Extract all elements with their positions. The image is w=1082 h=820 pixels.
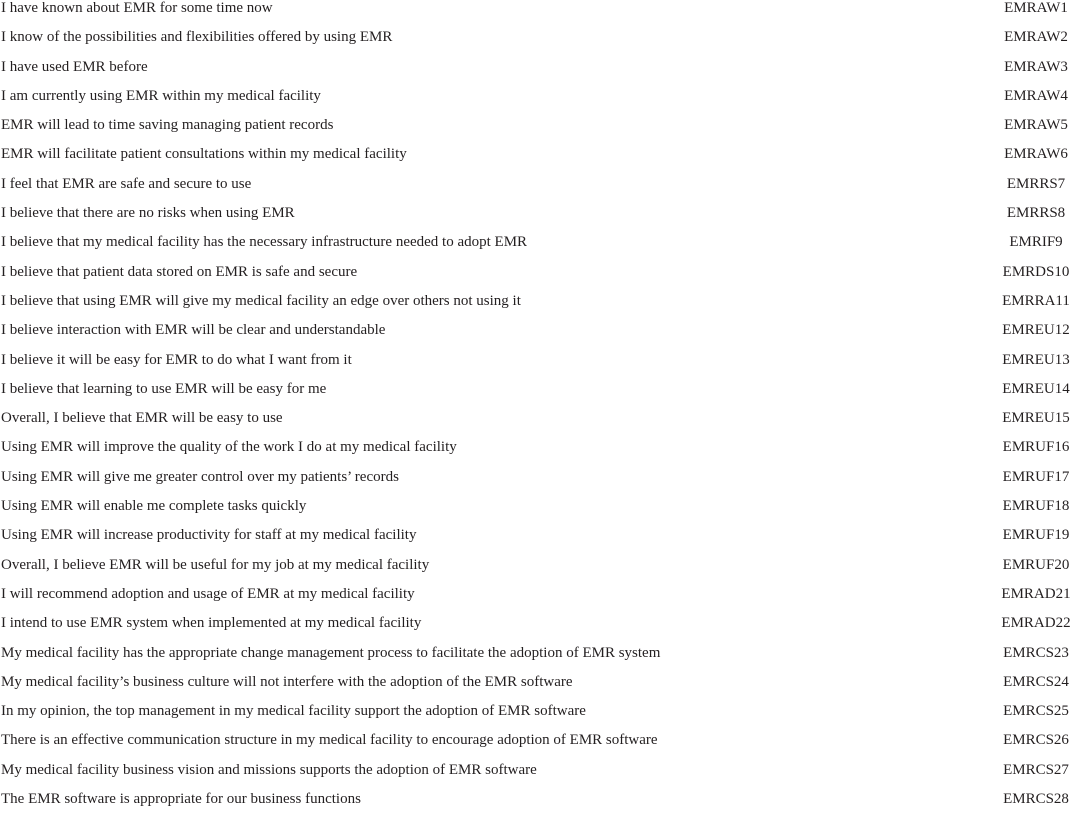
item-statement: There is an effective communication structure in my medical facility to encourage adoption of EMR software — [1, 732, 658, 749]
item-statement: I believe that my medical facility has the necessary infrastructure needed to adopt EMR — [1, 234, 528, 251]
item-code-cell — [971, 293, 1082, 322]
item-code: EMRCS27 — [1003, 761, 1069, 778]
table-row — [0, 645, 1082, 674]
item-code: EMRRA11 — [1002, 292, 1070, 309]
item-statement: Overall, I believe that EMR will be easy to use — [1, 410, 283, 427]
item-statement: The EMR software is appropriate for our business functions — [1, 791, 361, 808]
item-code: EMRAW1 — [1004, 0, 1068, 16]
item-code-cell — [971, 645, 1082, 674]
item-code-cell — [971, 88, 1082, 117]
item-statement: My medical facility has the appropriate change management process to facilitate the adoption of EMR system — [1, 644, 661, 661]
item-statement: I believe that learning to use EMR will be easy for me — [1, 380, 327, 397]
item-statement: Using EMR will improve the quality of the work I do at my medical facility — [1, 439, 457, 456]
table-row — [0, 674, 1082, 703]
item-code-cell — [971, 762, 1082, 791]
item-code-cell — [971, 732, 1082, 761]
table-row — [0, 88, 1082, 117]
table-row — [0, 762, 1082, 791]
item-code-cell — [971, 146, 1082, 175]
item-statement: Using EMR will increase productivity for staff at my medical facility — [1, 527, 417, 544]
item-statement: Using EMR will give me greater control over my patients’ records — [1, 468, 399, 485]
item-code-cell — [971, 586, 1082, 615]
item-code: EMRDS10 — [1002, 263, 1070, 280]
item-statement: I am currently using EMR within my medical facility — [1, 87, 321, 104]
item-code: EMREU12 — [1002, 322, 1070, 339]
table-row — [0, 146, 1082, 175]
table-row — [0, 381, 1082, 410]
item-code-cell — [971, 0, 1082, 29]
item-statement: I believe interaction with EMR will be clear and understandable — [1, 322, 386, 339]
table-row — [0, 527, 1082, 556]
item-code: EMRAD22 — [1001, 615, 1071, 632]
item-code-cell — [971, 234, 1082, 263]
table-row — [0, 439, 1082, 468]
item-statement: Using EMR will enable me complete tasks quickly — [1, 498, 307, 515]
item-code: EMRAD21 — [1001, 585, 1071, 602]
item-code-cell — [971, 264, 1082, 293]
table-row — [0, 293, 1082, 322]
table-row — [0, 732, 1082, 761]
item-code: EMREU14 — [1002, 380, 1070, 397]
item-code: EMRCS26 — [1003, 732, 1069, 749]
table-row — [0, 117, 1082, 146]
table-row — [0, 0, 1082, 29]
item-statement: My medical facility’s business culture will not interfere with the adoption of the EMR software — [1, 673, 573, 690]
item-code: EMREU13 — [1002, 351, 1070, 368]
table-row — [0, 703, 1082, 732]
item-code-cell — [971, 381, 1082, 410]
item-code: EMRUF18 — [1002, 498, 1070, 515]
item-code: EMRRS8 — [1006, 205, 1066, 222]
table-row — [0, 498, 1082, 527]
table-row — [0, 586, 1082, 615]
item-code-cell — [971, 527, 1082, 556]
table-row — [0, 264, 1082, 293]
item-code: EMRUF19 — [1002, 527, 1070, 544]
item-statement: I have used EMR before — [1, 58, 148, 75]
item-code-cell — [971, 29, 1082, 58]
table-row — [0, 59, 1082, 88]
item-statement: I feel that EMR are safe and secure to use — [1, 175, 252, 192]
table-row — [0, 176, 1082, 205]
item-code: EMRCS28 — [1003, 791, 1069, 808]
item-code-cell — [971, 498, 1082, 527]
item-statement: I have known about EMR for some time now — [1, 0, 273, 16]
item-code-cell — [971, 439, 1082, 468]
item-statement: I intend to use EMR system when implemented at my medical facility — [1, 615, 422, 632]
item-statement: Overall, I believe EMR will be useful for my job at my medical facility — [1, 556, 430, 573]
item-code-cell — [971, 322, 1082, 351]
item-code: EMRUF16 — [1002, 439, 1070, 456]
table-row — [0, 205, 1082, 234]
item-statement: In my opinion, the top management in my medical facility support the adoption of EMR software — [1, 703, 586, 720]
item-code: EMRAW2 — [1004, 29, 1068, 46]
item-statement: I believe it will be easy for EMR to do what I want from it — [1, 351, 352, 368]
table-row — [0, 29, 1082, 58]
item-code-cell — [971, 674, 1082, 703]
item-code: EMRAW3 — [1004, 58, 1068, 75]
item-code: EMRCS25 — [1003, 703, 1069, 720]
item-code-cell — [971, 59, 1082, 88]
table-row — [0, 234, 1082, 263]
item-statement: I know of the possibilities and flexibilities offered by using EMR — [1, 29, 393, 46]
item-statement: I believe that there are no risks when using EMR — [1, 205, 295, 222]
item-statement: My medical facility business vision and missions supports the adoption of EMR software — [1, 761, 537, 778]
table-row — [0, 557, 1082, 586]
item-code-cell — [971, 176, 1082, 205]
item-code-cell — [971, 557, 1082, 586]
item-code: EMREU15 — [1002, 410, 1070, 427]
item-statement: I will recommend adoption and usage of EMR at my medical facility — [1, 585, 415, 602]
item-code: EMRRS7 — [1006, 175, 1066, 192]
item-code: EMRAW4 — [1004, 87, 1068, 104]
table-row — [0, 469, 1082, 498]
item-code-cell — [971, 615, 1082, 644]
item-code: EMRCS24 — [1003, 673, 1069, 690]
item-code: EMRUF17 — [1002, 468, 1070, 485]
item-code-cell — [971, 410, 1082, 439]
table-row — [0, 352, 1082, 381]
item-statement: I believe that using EMR will give my medical facility an edge over others not using it — [1, 292, 521, 309]
item-statement: EMR will lead to time saving managing patient records — [1, 117, 334, 134]
item-code-cell — [971, 703, 1082, 732]
item-code-cell — [971, 205, 1082, 234]
item-code: EMRCS23 — [1003, 644, 1069, 661]
item-code-cell — [971, 117, 1082, 146]
item-code: EMRAW6 — [1004, 146, 1068, 163]
item-code-cell — [971, 469, 1082, 498]
table-row — [0, 410, 1082, 439]
item-code: EMRUF20 — [1002, 556, 1070, 573]
item-statement: I believe that patient data stored on EMR is safe and secure — [1, 263, 358, 280]
table-row — [0, 615, 1082, 644]
table-row — [0, 322, 1082, 351]
item-statement: EMR will facilitate patient consultations within my medical facility — [1, 146, 407, 163]
item-code: EMRIF9 — [1009, 234, 1063, 251]
item-code-cell — [971, 352, 1082, 381]
item-code: EMRAW5 — [1004, 117, 1068, 134]
